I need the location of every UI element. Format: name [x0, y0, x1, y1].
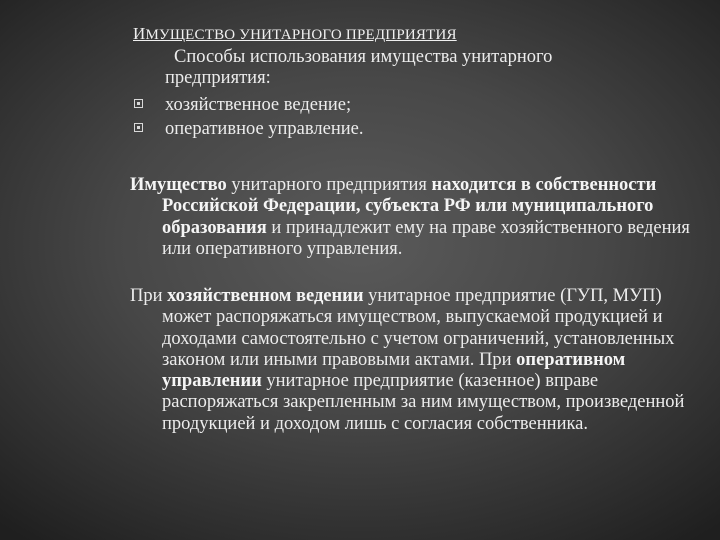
- para1-bold-2: находится в собственности Российской Федерации, субъекта РФ или муниципального образования: [162, 175, 657, 238]
- para2-bold-2: оперативном управлении: [162, 349, 626, 392]
- para2-bold-1: хозяйственном ведении: [167, 286, 364, 306]
- bullet-text: оперативное управление.: [165, 119, 364, 139]
- slide-title: [133, 24, 457, 44]
- paragraph-management-rights: [130, 286, 690, 435]
- bullet-list: [130, 93, 363, 141]
- intro-line-2: предприятия:: [165, 68, 271, 88]
- para1-text-1: унитарного предприятия: [226, 175, 432, 195]
- intro-line-1: Способы использования имущества унитарного: [174, 47, 553, 67]
- para1-text-2: и принадлежит ему на праве хозяйственного ведения или оперативного управления.: [162, 217, 690, 259]
- title-first-letter: И: [133, 24, 146, 43]
- bullet-box-icon: [134, 123, 143, 132]
- para2-text-1: При: [130, 286, 168, 306]
- para1-bold-1: Имущество: [130, 175, 227, 195]
- title-rest: МУЩЕСТВО УНИТАРНОГО ПРЕДПРИЯТИЯ: [145, 27, 457, 43]
- bullet-item-economic-management: [130, 93, 363, 117]
- intro-text: [165, 47, 635, 89]
- para2-text-3: унитарное предприятие (казенное) вправе распоряжаться закрепленным за ним имуществом, произведенной продукцией и доходом лишь с согласия собственника.: [162, 371, 685, 434]
- bullet-item-operational-management: [130, 117, 363, 141]
- para2-text-2: унитарное предприятие (ГУП, МУП) может распоряжаться имуществом, выпускаемой продукцией и доходами самостоятельно с учетом ограничений, установленных законом или иными правовыми актами. При: [162, 286, 675, 370]
- bullet-box-icon: [134, 99, 143, 108]
- paragraph-ownership: [130, 175, 690, 260]
- bullet-text: хозяйственное ведение;: [165, 95, 352, 115]
